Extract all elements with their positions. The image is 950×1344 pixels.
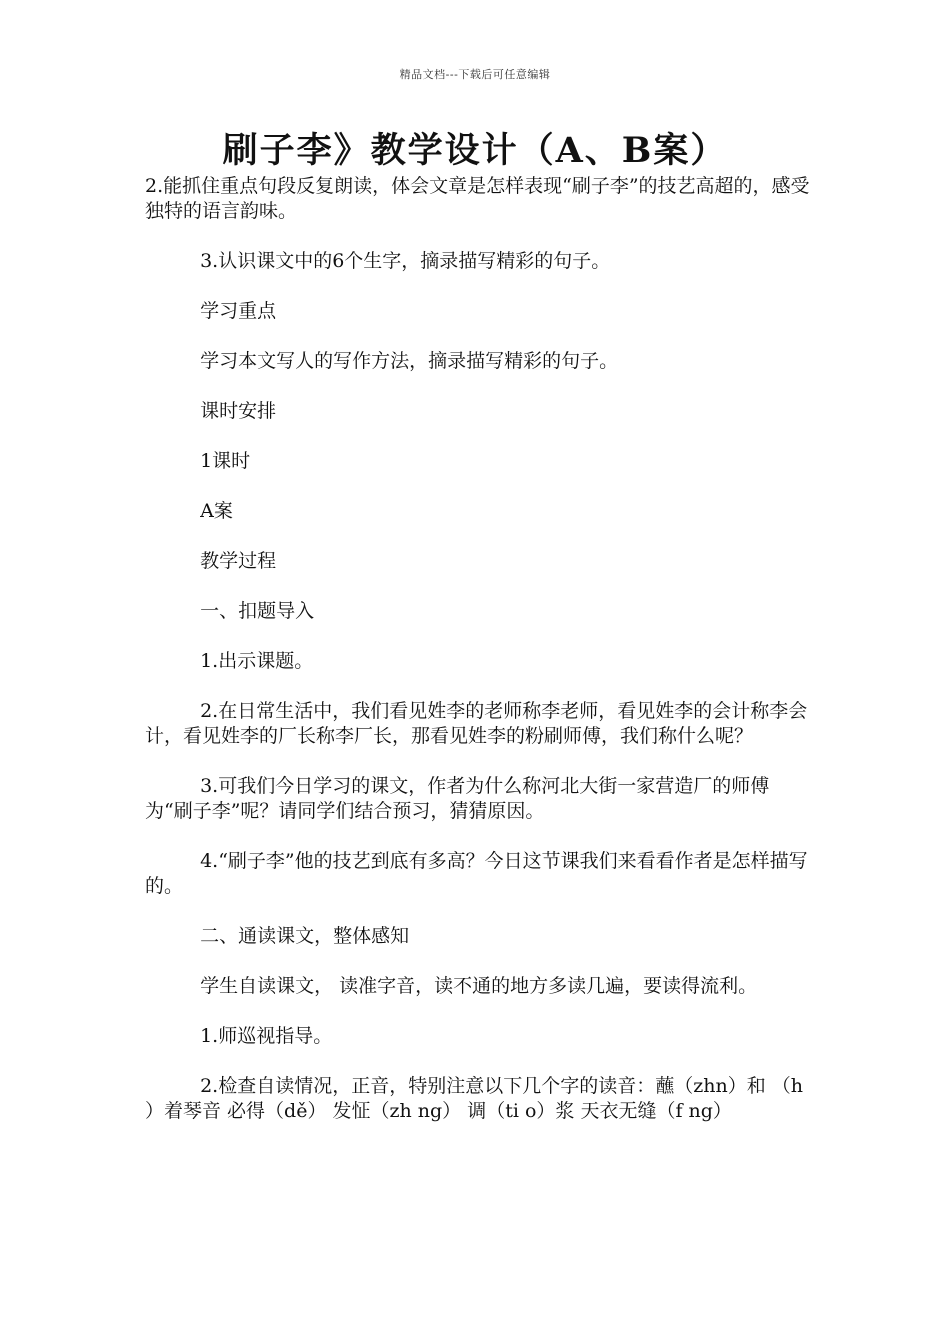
paragraph-objective-3: 3.认识课文中的6个生字，摘录描写精彩的句子。 xyxy=(200,250,611,272)
document-title: 刷子李》教学设计（A、B案） xyxy=(222,130,728,171)
paragraph-schedule: 1课时 xyxy=(200,450,251,472)
list-item-4: 4.“刷子李”他的技艺到底有多高？今日这节课我们来看看作者是怎样描写的。 xyxy=(145,850,808,897)
heading-key-points: 学习重点 xyxy=(200,300,277,322)
list-item-guidance: 1.师巡视指导。 xyxy=(200,1025,333,1047)
heading-schedule: 课时安排 xyxy=(200,400,277,422)
heading-section-2: 二、通读课文，整体感知 xyxy=(200,925,410,947)
paragraph-self-reading: 学生自读课文， 读准字音，读不通的地方多读几遍，要读得流利。 xyxy=(200,975,758,997)
heading-section-1: 一、扣题导入 xyxy=(200,600,315,622)
document-body xyxy=(145,174,810,1124)
paragraph-objective-2: 2.能抓住重点句段反复朗读，体会文章是怎样表现“刷子李”的技艺高超的，感受独特的语言韵味。 xyxy=(145,175,810,222)
list-item-1: 1.出示课题。 xyxy=(200,650,314,672)
list-item-3: 3.可我们今日学习的课文，作者为什么称河北大街一家营造厂的师傅为“刷子李”呢？请同学们结合预习，猜猜原因。 xyxy=(145,775,770,822)
page-header-note: 精品文档---下载后可任意编辑 xyxy=(399,68,551,81)
list-item-pronunciation: 2.检查自读情况，正音，特别注意以下几个字的读音：蘸（zhn）和 （h ）着琴音 必得（dě） 发怔（zh ng） 调（ti o）浆 天衣无缝（f ng） xyxy=(145,1075,803,1122)
list-item-2: 2.在日常生活中，我们看见姓李的老师称李老师，看见姓李的会计称李会计，看见姓李的厂长称李厂长，那看见姓李的粉刷师傅，我们称什么呢？ xyxy=(145,700,808,747)
heading-plan-a: A案 xyxy=(200,500,233,522)
heading-teaching-process: 教学过程 xyxy=(200,550,277,572)
paragraph-key-points: 学习本文写人的写作方法，摘录描写精彩的句子。 xyxy=(200,350,619,372)
